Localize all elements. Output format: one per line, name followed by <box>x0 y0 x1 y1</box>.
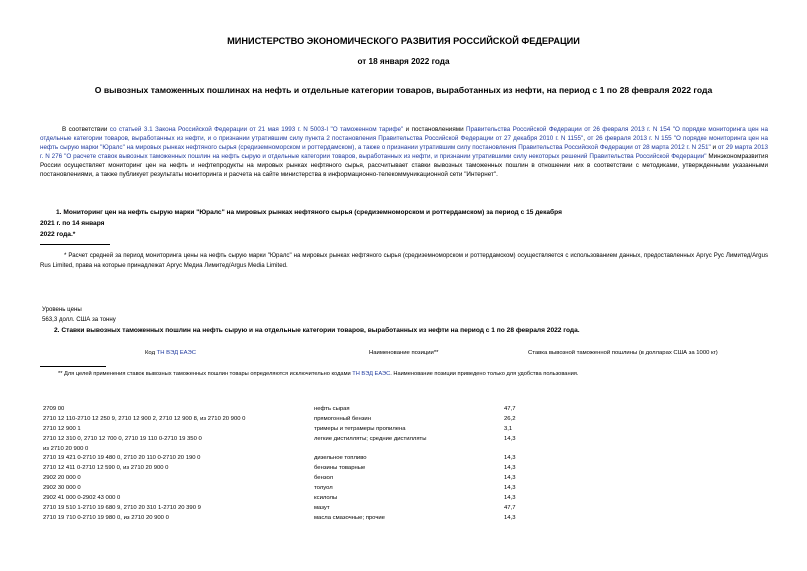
table-row <box>40 425 560 435</box>
row-code: 2710 12 110-2710 12 250 9, 2710 12 900 2, 2710 12 900 8, из 2710 20 900 0 <box>43 416 246 422</box>
row-name: дизельное топливо <box>314 455 367 461</box>
table-row <box>40 484 560 494</box>
row-name: ксилолы <box>314 495 338 501</box>
table-row <box>40 415 560 425</box>
tariff-table <box>40 405 560 524</box>
law-link-customs-tariff[interactable]: со статьей 3.1 Закона Российской Федерации от 21 мая 1993 г. N 5003-I "О таможенном тарифе" <box>109 126 404 133</box>
row-rate: 3,1 <box>504 426 513 432</box>
price-label: Уровень цены <box>42 306 82 313</box>
price-value: 563,3 долл. США за тонну <box>42 316 116 323</box>
row-rate: 47,7 <box>504 406 516 412</box>
row-code: 2902 30 000 0 <box>43 485 81 491</box>
row-code: 2710 12 411 0-2710 12 590 0, из 2710 20 900 0 <box>43 465 169 471</box>
section-2-heading: 2. Ставки вывозных таможенных пошлин на нефть сырую и на отдельные категории товаров, выработанных из нефти на период с 1 по 28 февраля 2022 года. <box>54 327 580 334</box>
resolution-link-276[interactable]: от 29 марта 2013 г. N 276 "О расчете ставок вывозных таможенных пошлин на нефть сырую и отдельные категории товаров, выработанных из нефти, и признании утратившими силу некоторых решений Правительства Российской Федерации" <box>40 144 768 161</box>
column-header-code: Код ТН ВЭД ЕАЭС <box>145 350 196 356</box>
ministry-heading: МИНИСТЕРСТВО ЭКОНОМИЧЕСКОГО РАЗВИТИЯ РОССИЙСКОЙ ФЕДЕРАЦИИ <box>227 36 580 46</box>
row-name: мазут <box>314 505 330 511</box>
row-rate: 26,2 <box>504 416 516 422</box>
row-rate: 14,3 <box>504 455 516 461</box>
document-title: О вывозных таможенных пошлинах на нефть и отдельные категории товаров, выработанных из нефти, на период с 1 по 28 февраля 2022 года <box>94 85 713 95</box>
row-code: 2710 12 310 0, 2710 12 700 0, 2710 19 110 0-2710 19 350 0 из 2710 20 900 0 <box>43 436 202 452</box>
row-name: масла смазочные; прочие <box>314 515 385 521</box>
row-code: 2710 12 900 1 <box>43 426 81 432</box>
column-header-name: Наименование позиции** <box>369 350 439 356</box>
row-code: 2710 19 421 0-2710 19 480 0, 2710 20 110 0-2710 20 190 0 <box>43 455 201 461</box>
row-code: 2902 20 000 0 <box>43 475 81 481</box>
column-header-rate: Ставка вывозной таможенной пошлины (в долларах США за 1000 кг) <box>528 350 718 356</box>
row-rate: 47,7 <box>504 505 516 511</box>
table-row <box>40 474 560 484</box>
row-rate: 14,3 <box>504 436 516 442</box>
row-name: тримеры и тетрамеры пропилена <box>314 426 406 432</box>
resolution-link-155[interactable]: от 26 февраля 2013 г. N 155 "О порядке мониторинга цен на нефть сырую марки "Юралс" на мировых рынках нефтяного сырья (средиземноморском и роттердамском), а также о признании утратившим силу постановления Правительства Российской Федерации от 28 марта 2012 г. N 251" <box>40 135 768 152</box>
row-rate: 14,3 <box>504 475 516 481</box>
row-name: толуол <box>314 485 333 491</box>
row-name: прямогонный бензин <box>314 416 371 422</box>
row-code: 2902 41 000 0-2902 43 000 0 <box>43 495 121 501</box>
row-code: 2710 19 510 1-2710 19 680 9, 2710 20 310 1-2710 20 390 9 <box>43 505 201 511</box>
row-name: нефть сырая <box>314 406 350 412</box>
footnote-2: ** Для целей применения ставок вывозных таможенных пошлин товары определяются исключительно кодами ТН ВЭД ЕАЭС. Наименование позиции приведено только для удобства пользования. <box>58 371 579 377</box>
resolution-link-154[interactable]: Правительства Российской Федерации от 26 февраля 2013 г. N 154 "О порядке мониторинга цен на отдельные категории товаров, выработанных из нефти, и о признании утратившим силу пункта 2 постановления Правительства Российской Федерации от 27 декабря 2010 г. N 1155" <box>40 126 769 143</box>
table-row <box>40 494 560 504</box>
row-name: бензины товарные <box>314 465 366 471</box>
row-code: 2710 19 710 0-2710 19 980 0, из 2710 20 900 0 <box>43 515 169 521</box>
table-row <box>40 435 560 454</box>
document-date: от 18 января 2022 года <box>357 57 450 66</box>
row-name: бензол <box>314 475 334 481</box>
table-row <box>40 405 560 415</box>
table-row <box>40 464 560 474</box>
footnote-divider-2 <box>40 366 106 367</box>
tn-ved-link-2[interactable]: ТН ВЭД ЕАЭС <box>352 371 391 377</box>
intro-paragraph: В соответствии со статьей 3.1 Закона Российской Федерации от 21 мая 1993 г. N 5003-I "О таможенном тарифе" и постановлениями Правительства Российской Федерации от 26 февраля 2013 г. N 154 "О порядке мониторинга цен на отдельные категории товаров, выработанных из нефти, и о признании утратившим силу пункта 2 постановления Правительства Российской Федерации от 27 декабря 2010 г. N 1155", от 26 февраля 2013 г. N 155 "О порядке мониторинга цен на нефть сырую марки "Юралс" на мировых рынках нефтяного сырья (средиземноморском и роттердамском), а также о признании утратившим силу постановления Правительства Российской Федерации от 28 марта 2012 г. N 251" и от 29 марта 2013 г. N 276 "О расчете ставок вывозных таможенных пошлин на нефть сырую и отдельные категории товаров, выработанных из нефти, и признании утратившими силу некоторых решений Правительства Российской Федерации" Минэкономразвития России осуществляет мониторинг цен на нефть и нефтепродукты на мировых рынках нефтяного сырья, рассчитывает ставки вывозных таможенных пошлин в отношении них в соответствии с методиками, утвержденными указанными постановлениями, а также публикует результаты мониторинга и расчета на сайте министерства в информационно-телекоммуникационной сети "Интернет". <box>40 126 769 179</box>
row-rate: 14,3 <box>504 485 516 491</box>
table-row <box>40 454 560 464</box>
table-row <box>40 504 560 514</box>
row-code: 2709 00 <box>43 406 65 412</box>
row-rate: 14,3 <box>504 515 516 521</box>
row-rate: 14,3 <box>504 465 516 471</box>
row-rate: 14,3 <box>504 495 516 501</box>
footnote-divider <box>40 244 110 245</box>
section-1-heading: 1. Мониторинг цен на нефть сырую марки "Юралс" на мировых рынках нефтяного сырья (средиземноморском и роттердамском) за период с 15 декабря 2021 г. по 14 января 2022 года.* <box>40 209 562 238</box>
tn-ved-link[interactable]: ТН ВЭД ЕАЭС <box>156 350 196 356</box>
table-row <box>40 514 560 524</box>
row-name: легкие дистилляты; средние дистилляты <box>314 436 427 442</box>
footnote-1: * Расчет средней за период мониторинга цены на нефть сырую марки "Юралс" на мировых рынках нефтяного сырья (средиземноморском и роттердамском) осуществляется с использованием данных, предоставленных Аргус Рус Лимитед/Argus Rus Limited, права на которые принадлежат Аргус Медиа Лимитед/Argus Media Limited. <box>40 252 768 269</box>
